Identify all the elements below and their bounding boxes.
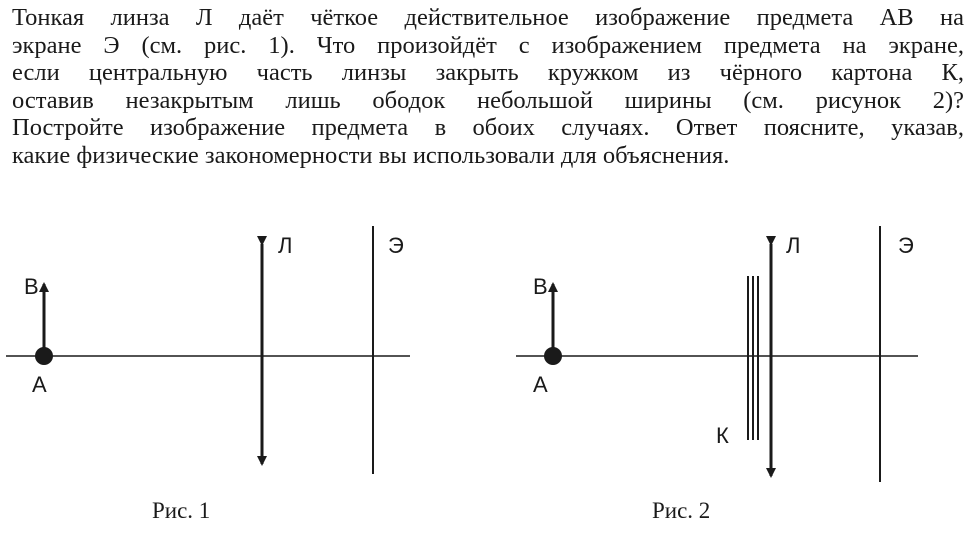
label-object-top: B	[533, 274, 548, 299]
label-object-base: А	[533, 372, 548, 397]
label-screen: Э	[388, 233, 404, 258]
caption-figure-1: Рис. 1	[152, 498, 211, 523]
label-object-top: B	[24, 274, 39, 299]
problem-line-5: Постройте изображение предмета в обоих случаях. Ответ поясните, указав,	[12, 114, 964, 141]
object-base-point	[35, 347, 53, 365]
problem-line-3: если центральную часть линзы закрыть кружком из чёрного картона К,	[12, 59, 964, 86]
object-base-point	[544, 347, 562, 365]
label-screen: Э	[898, 233, 914, 258]
problem-line-1: Тонкая линза Л даёт чёткое действительное изображение предмета АВ на	[12, 4, 964, 31]
black-card	[748, 276, 758, 440]
label-lens: Л	[786, 233, 801, 258]
problem-line-4: оставив незакрытым лишь ободок небольшой ширины (см. рисунок 2)?	[12, 86, 964, 114]
problem-line-2: экране Э (см. рис. 1). Что произойдёт с изображением предмета на экране,	[12, 31, 964, 59]
figure-2	[516, 226, 918, 523]
label-lens: Л	[278, 233, 293, 258]
problem-line-6: какие физические закономерности вы использовали для объяснения.	[12, 141, 730, 169]
label-object-base: А	[32, 372, 47, 397]
caption-figure-2: Рис. 2	[652, 498, 711, 523]
label-card: К	[716, 423, 729, 448]
figure-1	[6, 226, 410, 523]
